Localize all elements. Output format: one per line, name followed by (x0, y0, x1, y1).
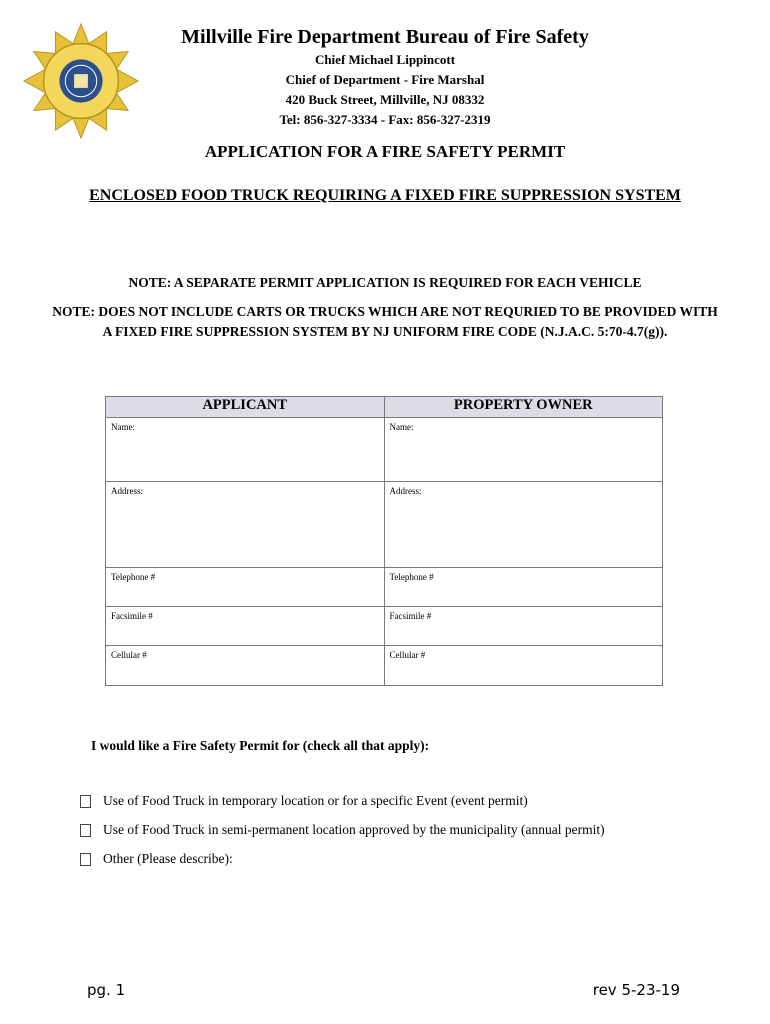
applicant-owner-table (105, 396, 663, 686)
field-label: Telephone # (389, 572, 434, 582)
option-annual-permit (80, 822, 605, 838)
field-label: Cellular # (111, 650, 147, 660)
department-title: Millville Fire Department Bureau of Fire Safety (181, 26, 589, 48)
owner-cellular-field[interactable] (384, 646, 663, 686)
annual-permit-checkbox[interactable] (80, 824, 91, 837)
application-subtitle: ENCLOSED FOOD TRUCK REQUIRING A FIXED FIRE SUPPRESSION SYSTEM (89, 187, 681, 204)
applicant-cellular-field[interactable] (106, 646, 385, 686)
applicant-telephone-field[interactable] (106, 568, 385, 607)
owner-address-field[interactable] (384, 482, 663, 568)
department-phone: Tel: 856-327-3334 - Fax: 856-327-2319 (279, 112, 491, 127)
owner-telephone-field[interactable] (384, 568, 663, 607)
field-label: Cellular # (389, 650, 426, 660)
application-title: APPLICATION FOR A FIRE SAFETY PERMIT (204, 142, 566, 161)
field-label: Name: (389, 422, 414, 432)
permit-question: I would like a Fire Safety Permit for (check all that apply): (91, 738, 430, 753)
option-label: Other (Please describe): (103, 851, 233, 866)
property-owner-header: PROPERTY OWNER (384, 397, 663, 418)
department-address: 420 Buck Street, Millville, NJ 08332 (285, 92, 485, 107)
field-label: Telephone # (111, 572, 156, 582)
page-number: pg. 1 (87, 981, 126, 999)
applicant-address-field[interactable] (106, 482, 385, 568)
applicant-name-field[interactable] (106, 418, 385, 482)
letterhead (140, 24, 630, 130)
note-separate-permit: NOTE: A SEPARATE PERMIT APPLICATION IS REQUIRED FOR EACH VEHICLE (128, 275, 642, 290)
event-permit-checkbox[interactable] (80, 795, 91, 808)
applicant-facsimile-field[interactable] (106, 607, 385, 646)
other-checkbox[interactable] (80, 853, 91, 866)
field-label: Facsimile # (111, 611, 153, 621)
field-label: Address: (389, 486, 422, 496)
chief-name: Chief Michael Lippincott (314, 52, 456, 67)
owner-facsimile-field[interactable] (384, 607, 663, 646)
chief-role: Chief of Department - Fire Marshal (285, 72, 485, 87)
note-exclusions: NOTE: DOES NOT INCLUDE CARTS OR TRUCKS WHICH ARE NOT REQURIED TO BE PROVIDED WITH A FIXED FIRE SUPPRESSION SYSTEM BY NJ UNIFORM FIRE CODE (N.J.A.C. 5:70-4.7(g)). (52, 304, 718, 339)
option-event-permit (80, 793, 528, 809)
field-label: Address: (111, 486, 143, 496)
owner-name-field[interactable] (384, 418, 663, 482)
option-other (80, 851, 233, 867)
applicant-header: APPLICANT (106, 397, 385, 418)
revision-date: rev 5-23-19 (592, 981, 680, 999)
option-label: Use of Food Truck in semi-permanent location approved by the municipality (annual permit) (103, 822, 605, 837)
field-label: Facsimile # (389, 611, 432, 621)
field-label: Name: (111, 422, 135, 432)
option-label: Use of Food Truck in temporary location or for a specific Event (event permit) (103, 793, 528, 808)
fire-safety-seal-icon (22, 22, 140, 140)
